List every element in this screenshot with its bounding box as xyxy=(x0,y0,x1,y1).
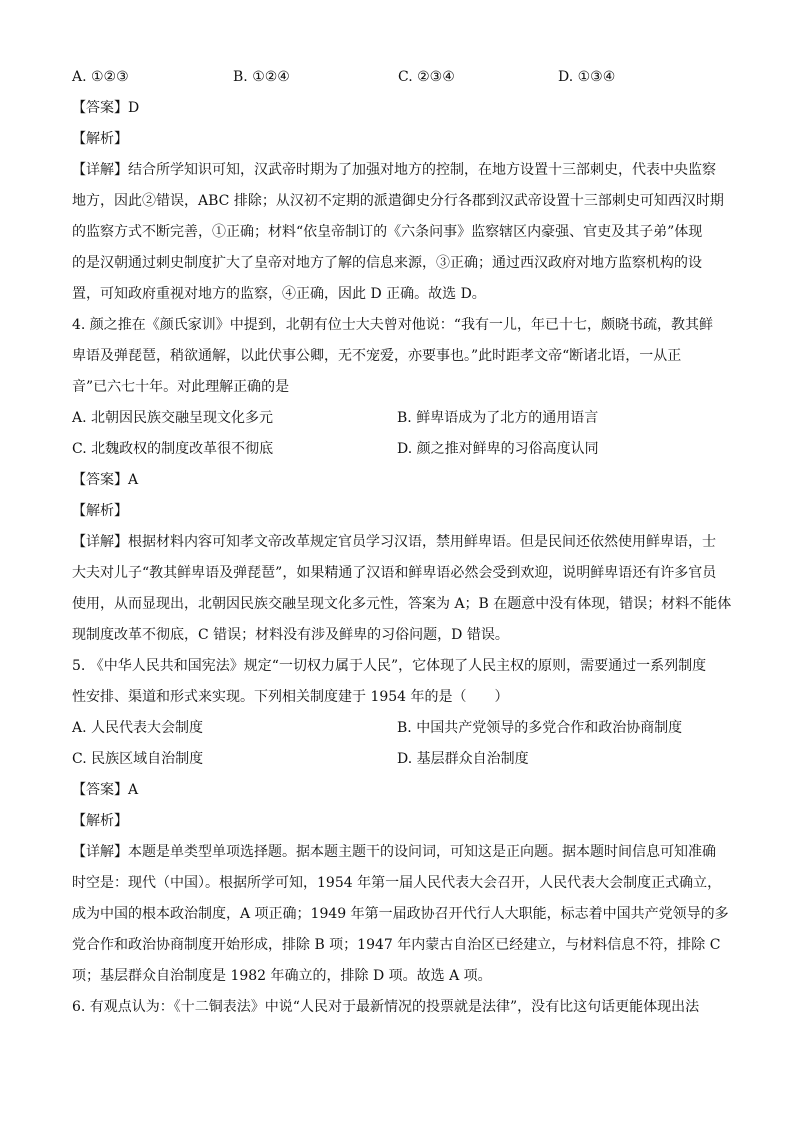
q5-stem-line: 性安排、渠道和形式来实现。下列相关制度建于 1954 年的是（ ） xyxy=(72,689,509,705)
q3-detail-line: 的监察方式不断完善，①正确；材料“依皇帝制订的《六条问事》监察辖区内豪强、官吏及其子弟”体现 xyxy=(72,224,703,240)
q3-option-c: C. ②③④ xyxy=(398,69,455,85)
q4-stem-line: 卑语及弹琵琶，稍欲通解，以此伏事公卿，无不宠爱，亦要事也。”此时距孝文帝“断诸北语，一从正 xyxy=(72,348,682,364)
q4-stem-line: 4. 颜之推在《颜氏家训》中提到，北朝有位士大夫曾对他说：“我有一儿，年已十七，颇晓书疏，教其鲜 xyxy=(72,317,713,333)
q3-detail-line: 置，可知政府重视对地方的监察，④正确，因此 D 正确。故选 D。 xyxy=(72,286,486,302)
q4-options-row-2 xyxy=(72,434,722,465)
q4-option-d: D. 颜之推对鲜卑的习俗高度认同 xyxy=(397,441,599,457)
q4-detail-line: 【详解】根据材料内容可知孝文帝改革规定官员学习汉语，禁用鲜卑语。但是民间还依然使用鲜卑语，士 xyxy=(72,534,716,550)
q5-option-a: A. 人民代表大会制度 xyxy=(72,720,204,736)
q5-stem-line: 5. 《中华人民共和国宪法》规定“一切权力属于人民”，它体现了人民主权的原则，需要通过一系列制度 xyxy=(72,658,707,674)
q6-stem-line: 6. 有观点认为：《十二铜表法》中说“人民对于最新情况的投票就是法律”，没有比这句话更能体现出法 xyxy=(72,999,700,1015)
q3-detail-line: 地方，因此②错误，ABC 排除；从汉初不定期的派遣御史分行各郡到汉武帝设置十三部刺史可知西汉时期 xyxy=(72,193,724,209)
q5-option-c: C. 民族区域自治制度 xyxy=(72,751,204,767)
q4-answer: 【答案】A xyxy=(72,472,139,488)
q5-analysis-label: 【解析】 xyxy=(72,813,128,829)
q5-options-row-1 xyxy=(72,713,722,744)
q4-detail-line: 现制度改革不彻底，C 错误；材料没有涉及鲜卑的习俗问题，D 错误。 xyxy=(72,627,509,643)
q4-stem-line: 音”已六七十年。对此理解正确的是 xyxy=(72,379,290,395)
q5-detail-line: 时空是：现代（中国）。根据所学可知，1954 年第一届人民代表大会召开，人民代表大会制度正式确立， xyxy=(72,875,722,891)
q3-detail-line: 【详解】结合所学知识可知，汉武帝时期为了加强对地方的控制，在地方设置十三部刺史，代表中央监察 xyxy=(72,162,716,178)
q5-option-d: D. 基层群众自治制度 xyxy=(397,751,529,767)
q4-option-b: B. 鲜卑语成为了北方的通用语言 xyxy=(397,410,599,426)
q3-option-d: D. ①③④ xyxy=(558,69,616,85)
q4-detail-line: 使用，从而显现出，北朝因民族交融呈现文化多元性，答案为 A；B 在题意中没有体现，错误；材料不能体 xyxy=(72,596,732,612)
q5-option-b: B. 中国共产党领导的多党合作和政治协商制度 xyxy=(397,720,683,736)
q3-options xyxy=(72,62,722,93)
q3-option-b: B. ①②④ xyxy=(233,69,290,85)
q4-analysis-label: 【解析】 xyxy=(72,503,128,519)
q3-answer: 【答案】D xyxy=(72,100,140,116)
q4-option-a: A. 北朝因民族交融呈现文化多元 xyxy=(72,410,274,426)
q4-option-c: C. 北魏政权的制度改革很不彻底 xyxy=(72,441,274,457)
q5-detail-line: 项；基层群众自治制度是 1982 年确立的，排除 D 项。故选 A 项。 xyxy=(72,968,492,984)
q3-option-a: A. ①②③ xyxy=(72,69,129,85)
q4-detail-line: 大夫对儿子“教其鲜卑语及弹琵琶”，如果精通了汉语和鲜卑语必然会受到欢迎，说明鲜卑语还有许多官员 xyxy=(72,565,717,581)
q3-analysis-label: 【解析】 xyxy=(72,131,128,147)
q5-detail-line: 成为中国的根本政治制度，A 项正确；1949 年第一届政协召开代行人大职能，标志着中国共产党领导的多 xyxy=(72,906,729,922)
q5-detail-line: 【详解】本题是单类型单项选择题。据本题主题干的设问词，可知这是正向题。据本题时间信息可知准确 xyxy=(72,844,716,860)
q5-detail-line: 党合作和政治协商制度开始形成，排除 B 项；1947 年内蒙古自治区已经建立，与材料信息不符，排除 C xyxy=(72,937,721,953)
q4-options-row-1 xyxy=(72,403,722,434)
q5-options-row-2 xyxy=(72,744,722,775)
q5-answer: 【答案】A xyxy=(72,782,139,798)
q3-detail-line: 的是汉朝通过刺史制度扩大了皇帝对地方了解的信息来源，③正确；通过西汉政府对地方监察机构的设 xyxy=(72,255,702,271)
document-page xyxy=(72,62,732,1023)
